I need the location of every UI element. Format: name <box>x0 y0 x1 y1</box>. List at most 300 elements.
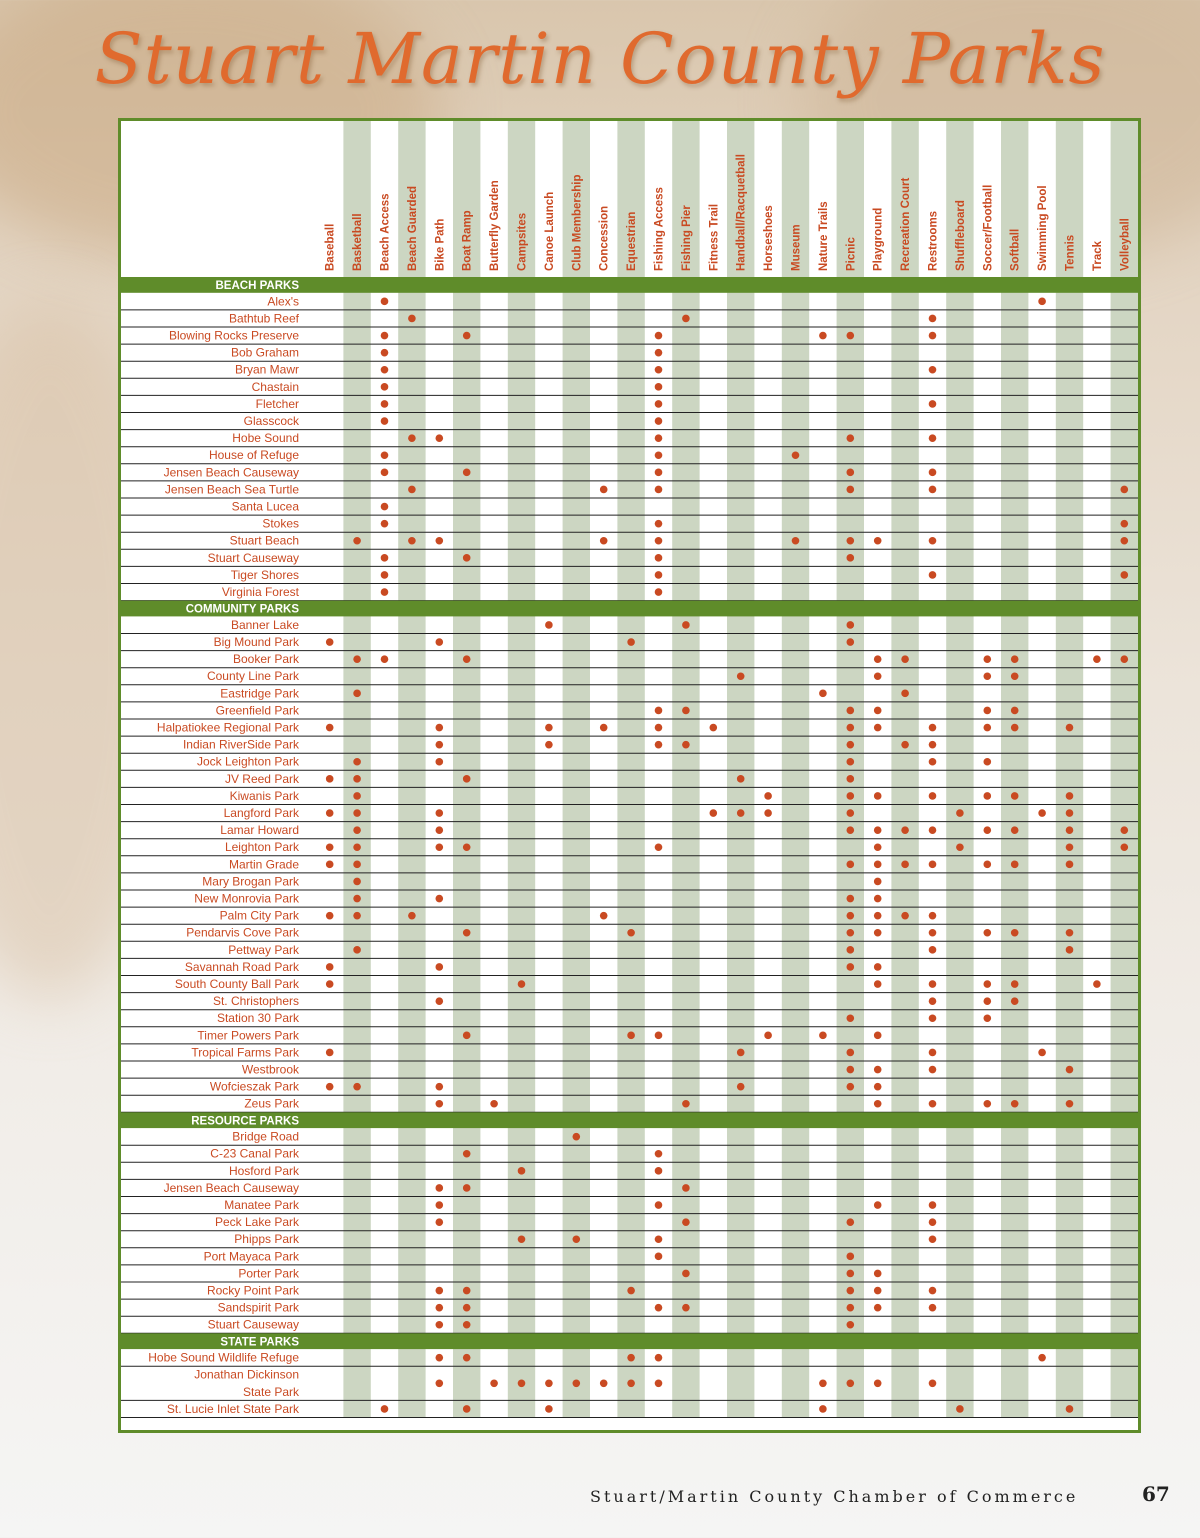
amenity-dot <box>847 946 855 954</box>
amenity-dot <box>984 929 992 937</box>
amenity-dot <box>901 912 909 920</box>
amenity-dot <box>1011 707 1019 715</box>
amenity-dot <box>874 1287 882 1295</box>
amenity-dot <box>1066 946 1074 954</box>
amenity-dot <box>1066 929 1074 937</box>
amenity-dot <box>463 1405 471 1413</box>
amenity-dot <box>326 1083 334 1091</box>
column-header: Recreation Court <box>900 177 913 271</box>
amenity-dot <box>847 469 855 477</box>
amenity-dot <box>1121 826 1129 834</box>
amenity-dot <box>408 537 416 545</box>
amenity-dot <box>436 434 444 442</box>
park-name: Eastridge Park <box>220 686 299 701</box>
amenity-dot <box>1066 843 1074 851</box>
park-name: Westbrook <box>241 1062 299 1077</box>
amenity-dot <box>901 741 909 749</box>
amenity-dot <box>436 1321 444 1329</box>
amenity-dot <box>463 1150 471 1158</box>
amenity-dot <box>381 554 389 562</box>
column-header: Track <box>1091 240 1104 271</box>
amenity-dot <box>463 332 471 340</box>
amenity-dot <box>436 963 444 971</box>
amenity-dot <box>353 758 361 766</box>
park-name: Jensen Beach Causeway <box>163 465 299 480</box>
amenity-dot <box>627 1354 635 1362</box>
column-stripe <box>891 121 918 1418</box>
amenity-dot <box>929 1304 937 1312</box>
column-stripe <box>617 121 644 1418</box>
amenity-dot <box>463 1304 471 1312</box>
amenity-dot <box>847 434 855 442</box>
amenity-dot <box>326 843 334 851</box>
amenity-dot <box>847 895 855 903</box>
park-name: Stuart Beach <box>229 533 299 548</box>
amenity-dot <box>381 503 389 511</box>
park-name: Manatee Park <box>224 1198 299 1212</box>
amenity-dot <box>655 588 663 596</box>
amenity-dot <box>929 400 937 408</box>
column-header: Tennis <box>1064 234 1077 271</box>
column-header: Equestrian <box>626 211 639 271</box>
amenity-dot <box>436 1304 444 1312</box>
amenity-dot <box>847 724 855 732</box>
amenity-dot <box>353 1083 361 1091</box>
amenity-dot <box>655 417 663 425</box>
amenity-dot <box>847 638 855 646</box>
amenity-dot <box>408 912 416 920</box>
amenity-dot <box>463 1354 471 1362</box>
amenity-dot <box>545 1405 553 1413</box>
amenity-dot <box>682 1184 690 1192</box>
amenity-dot <box>874 792 882 800</box>
column-stripe <box>563 121 590 1418</box>
park-name: Martin Grade <box>228 857 299 872</box>
amenity-dot <box>984 655 992 663</box>
amenity-dot <box>600 724 608 732</box>
amenity-dot <box>710 724 718 732</box>
amenity-dot <box>436 638 444 646</box>
amenity-dot <box>956 809 964 817</box>
amenity-dot <box>381 298 389 306</box>
amenity-dot <box>1011 724 1019 732</box>
amenity-dot <box>847 707 855 715</box>
amenity-dot <box>874 1304 882 1312</box>
amenity-dot <box>655 1150 663 1158</box>
amenity-dot <box>956 1405 964 1413</box>
amenity-dot <box>655 366 663 374</box>
amenity-dot <box>929 434 937 442</box>
amenity-dot <box>929 537 937 545</box>
amenity-dot <box>353 895 361 903</box>
amenity-dot <box>984 861 992 869</box>
amenity-dot <box>929 1066 937 1074</box>
column-header: Beach Access <box>379 193 392 271</box>
amenity-dot <box>929 929 937 937</box>
amenity-dot <box>655 520 663 528</box>
amenity-dot <box>819 1405 827 1413</box>
column-header: Concession <box>598 205 611 271</box>
amenity-dot <box>929 741 937 749</box>
amenity-dot <box>847 537 855 545</box>
amenity-dot <box>929 366 937 374</box>
amenity-dot <box>1066 1066 1074 1074</box>
amenity-dot <box>655 1201 663 1209</box>
amenity-dot <box>655 383 663 391</box>
amenity-dot <box>1121 537 1129 545</box>
park-name: Langford Park <box>223 806 299 820</box>
amenity-dot <box>819 690 827 698</box>
amenity-dot <box>847 861 855 869</box>
park-name: Stuart Causeway <box>207 1317 299 1332</box>
column-header: Club Membership <box>571 174 584 271</box>
amenity-dot <box>436 1100 444 1108</box>
park-name: Hobe Sound Wildlife Refuge <box>148 1350 299 1365</box>
amenity-dot <box>956 843 964 851</box>
park-name: Fletcher <box>255 396 299 411</box>
amenity-dot <box>1011 1100 1019 1108</box>
amenity-dot <box>353 792 361 800</box>
amenity-dot <box>655 1253 663 1261</box>
amenity-dot <box>847 792 855 800</box>
amenity-dot <box>600 537 608 545</box>
park-name: Booker Park <box>232 652 299 667</box>
park-name: Santa Lucea <box>231 499 299 514</box>
amenity-dot <box>792 537 800 545</box>
amenity-dot <box>1011 861 1019 869</box>
amenity-dot <box>792 451 800 459</box>
amenity-dot <box>545 621 553 629</box>
amenity-dot <box>874 1083 882 1091</box>
amenity-dot <box>353 809 361 817</box>
section-header: RESOURCE PARKS <box>191 1115 299 1128</box>
amenity-dot <box>847 1270 855 1278</box>
amenity-dot <box>436 1354 444 1362</box>
amenity-dot <box>1011 655 1019 663</box>
park-name: Palm City Park <box>219 908 299 923</box>
amenity-dot <box>353 690 361 698</box>
amenity-dot <box>984 997 992 1005</box>
amenity-dot <box>874 707 882 715</box>
amenity-dot <box>353 861 361 869</box>
amenity-dot <box>874 1380 882 1388</box>
park-name: County Line Park <box>206 669 299 684</box>
amenity-dot <box>1121 486 1129 494</box>
amenity-dot <box>847 621 855 629</box>
amenity-dot <box>326 1049 334 1057</box>
amenity-dot <box>353 775 361 783</box>
amenity-dot <box>901 826 909 834</box>
amenity-dot <box>1011 997 1019 1005</box>
amenity-dot <box>436 1218 444 1226</box>
amenity-dot <box>1066 809 1074 817</box>
column-stripe <box>508 121 535 1418</box>
amenity-dot <box>381 366 389 374</box>
amenity-dot <box>1038 1354 1046 1362</box>
amenity-dot <box>353 537 361 545</box>
amenity-dot <box>929 1380 937 1388</box>
amenity-dot <box>353 878 361 886</box>
amenity-dot <box>847 912 855 920</box>
amenity-dot <box>1121 655 1129 663</box>
column-stripe <box>782 121 809 1418</box>
amenity-dot <box>764 1032 772 1040</box>
amenity-dot <box>627 1032 635 1040</box>
amenity-dot <box>847 332 855 340</box>
amenity-dot <box>436 895 444 903</box>
amenity-dot <box>545 1380 553 1388</box>
amenity-dot <box>1066 826 1074 834</box>
amenity-dot <box>655 1032 663 1040</box>
column-header: Volleyball <box>1119 218 1132 271</box>
park-name: State Park <box>242 1384 299 1399</box>
amenity-dot <box>929 997 937 1005</box>
amenity-dot <box>463 1032 471 1040</box>
amenity-dot <box>984 1014 992 1022</box>
amenity-dot <box>1011 672 1019 680</box>
park-name: Stuart Causeway <box>207 550 299 565</box>
park-name: Hosford Park <box>228 1163 299 1178</box>
amenity-dot <box>984 707 992 715</box>
amenity-dot <box>1121 843 1129 851</box>
amenity-dot <box>353 912 361 920</box>
amenity-dot <box>381 417 389 425</box>
amenity-dot <box>737 1049 745 1057</box>
amenity-dot <box>436 826 444 834</box>
amenity-dot <box>929 1201 937 1209</box>
amenity-dot <box>326 912 334 920</box>
amenity-dot <box>901 861 909 869</box>
park-name: Kiwanis Park <box>229 788 299 803</box>
amenity-dot <box>874 672 882 680</box>
park-name: St. Lucie Inlet State Park <box>166 1401 299 1416</box>
amenity-dot <box>847 963 855 971</box>
amenity-dot <box>984 672 992 680</box>
amenity-dot <box>408 315 416 323</box>
amenity-dot <box>874 895 882 903</box>
column-header: Picnic <box>845 237 858 271</box>
amenity-dot <box>381 571 389 579</box>
amenity-dot <box>901 690 909 698</box>
footer-publisher: Stuart/Martin County Chamber of Commerce <box>590 1487 1079 1506</box>
amenity-dot <box>1011 980 1019 988</box>
amenity-dot <box>381 1405 389 1413</box>
section-header: STATE PARKS <box>220 1336 299 1349</box>
amenity-dot <box>1038 809 1046 817</box>
amenity-dot <box>874 1270 882 1278</box>
amenity-dot <box>627 1287 635 1295</box>
park-name: Peck Lake Park <box>214 1215 299 1230</box>
park-name: Tiger Shores <box>230 567 299 582</box>
amenity-dot <box>929 1014 937 1022</box>
amenity-dot <box>463 1184 471 1192</box>
park-name: Alex's <box>267 294 299 309</box>
amenity-dot <box>381 655 389 663</box>
amenity-dot <box>381 332 389 340</box>
amenity-dot <box>518 1235 526 1243</box>
amenity-dot <box>1038 298 1046 306</box>
amenity-dot <box>655 469 663 477</box>
amenity-dot <box>655 1354 663 1362</box>
amenity-dot <box>463 1287 471 1295</box>
column-header: Boat Ramp <box>461 210 474 271</box>
amenity-dot <box>655 451 663 459</box>
park-name: Station 30 Park <box>216 1011 299 1026</box>
amenity-dot <box>847 758 855 766</box>
amenity-dot <box>984 826 992 834</box>
amenity-dot <box>847 1066 855 1074</box>
amenity-dot <box>1011 792 1019 800</box>
park-name: Savannah Road Park <box>184 959 299 974</box>
column-header: Beach Guarded <box>406 186 419 271</box>
amenity-dot <box>381 520 389 528</box>
amenity-dot <box>847 775 855 783</box>
amenity-dot <box>874 724 882 732</box>
park-name: South County Ball Park <box>174 977 299 991</box>
column-header: Fitness Trail <box>708 203 721 271</box>
column-header: Soccer/Football <box>982 184 995 271</box>
amenity-dot <box>381 400 389 408</box>
amenity-dot <box>847 1253 855 1261</box>
amenity-dot <box>655 1235 663 1243</box>
amenity-dot <box>573 1380 581 1388</box>
amenity-dot <box>929 469 937 477</box>
column-stripe <box>1111 121 1138 1418</box>
park-name: Hobe Sound <box>232 431 299 446</box>
amenity-dot <box>326 861 334 869</box>
amenity-dot <box>326 809 334 817</box>
amenity-dot <box>655 486 663 494</box>
column-header: Swimming Pool <box>1037 185 1050 271</box>
amenity-dot <box>847 741 855 749</box>
park-name: Banner Lake <box>230 617 299 632</box>
column-header: Campsites <box>516 212 529 271</box>
amenity-dot <box>1066 1405 1074 1413</box>
amenity-dot <box>655 571 663 579</box>
section-header: COMMUNITY PARKS <box>185 603 299 616</box>
column-stripe <box>946 121 973 1418</box>
park-name: New Monrovia Park <box>194 891 299 906</box>
amenity-dot <box>847 929 855 937</box>
amenity-dot <box>682 1304 690 1312</box>
amenity-dot <box>463 843 471 851</box>
amenity-dot <box>408 434 416 442</box>
amenity-dot <box>655 1380 663 1388</box>
amenity-dot <box>655 349 663 357</box>
amenity-dot <box>847 809 855 817</box>
amenity-dot <box>929 980 937 988</box>
amenity-dot <box>874 826 882 834</box>
park-name: Halpatiokee Regional Park <box>156 720 299 735</box>
column-header: Nature Trails <box>817 201 830 271</box>
amenity-dot <box>353 655 361 663</box>
amenity-dot <box>874 963 882 971</box>
park-name: Lamar Howard <box>220 823 299 838</box>
amenity-dot <box>929 724 937 732</box>
amenity-dot <box>874 1201 882 1209</box>
amenity-dot <box>600 1380 608 1388</box>
amenity-dot <box>984 724 992 732</box>
amenity-dot <box>929 792 937 800</box>
park-name: Virginia Forest <box>221 585 299 599</box>
amenity-dot <box>901 655 909 663</box>
amenity-dot <box>655 400 663 408</box>
amenity-dot <box>436 809 444 817</box>
amenity-dot <box>1121 571 1129 579</box>
amenity-dot <box>490 1100 498 1108</box>
park-name: Jensen Beach Causeway <box>163 1180 299 1195</box>
amenity-dot <box>436 741 444 749</box>
amenity-dot <box>655 1304 663 1312</box>
amenity-dot <box>655 434 663 442</box>
amenity-dot <box>929 332 937 340</box>
amenity-dot <box>545 724 553 732</box>
park-name: Leighton Park <box>224 840 299 855</box>
column-header: Fishing Access <box>653 187 666 271</box>
park-name: House of Refuge <box>208 448 299 463</box>
amenity-dot <box>874 861 882 869</box>
amenity-dot <box>737 775 745 783</box>
amenity-dot <box>655 843 663 851</box>
amenity-dot <box>819 1032 827 1040</box>
amenity-dot <box>710 809 718 817</box>
amenity-dot <box>682 741 690 749</box>
amenity-dot <box>353 843 361 851</box>
amenity-dot <box>682 1218 690 1226</box>
amenity-dot <box>874 537 882 545</box>
column-header: Softball <box>1009 228 1022 271</box>
amenity-dot <box>655 707 663 715</box>
amenity-dot <box>764 792 772 800</box>
column-header: Baseball <box>324 223 337 271</box>
amenity-dot <box>463 469 471 477</box>
amenity-dot <box>463 554 471 562</box>
amenity-dot <box>1093 980 1101 988</box>
park-name: Phipps Park <box>234 1232 299 1247</box>
column-header: Playground <box>872 207 885 271</box>
amenity-dot <box>929 912 937 920</box>
amenity-dot <box>436 1083 444 1091</box>
amenity-dot <box>1093 655 1101 663</box>
amenity-dot <box>737 809 745 817</box>
amenity-dot <box>436 1201 444 1209</box>
column-header: Fishing Pier <box>680 205 693 271</box>
column-stripe <box>343 121 370 1418</box>
park-name: Big Mound Park <box>213 635 299 649</box>
park-name: Glasscock <box>243 414 299 428</box>
amenity-dot <box>847 1218 855 1226</box>
section-header: BEACH PARKS <box>215 280 299 292</box>
amenity-dot <box>1066 861 1074 869</box>
park-name: Timer Powers Park <box>197 1028 299 1043</box>
amenity-dot <box>655 332 663 340</box>
amenity-dot <box>929 486 937 494</box>
amenity-dot <box>847 1287 855 1295</box>
amenity-dot <box>874 912 882 920</box>
amenity-dot <box>463 929 471 937</box>
column-header: Handball/Racquetball <box>735 154 748 271</box>
amenity-dot <box>353 946 361 954</box>
amenity-dot <box>436 843 444 851</box>
park-name: Bob Graham <box>230 345 299 360</box>
amenity-dot <box>929 758 937 766</box>
amenity-dot <box>600 912 608 920</box>
park-name: Jensen Beach Sea Turtle <box>164 482 299 497</box>
amenity-dot <box>847 1014 855 1022</box>
amenity-dot <box>655 537 663 545</box>
amenity-dot <box>1066 1100 1074 1108</box>
park-name: Rocky Point Park <box>206 1283 299 1298</box>
